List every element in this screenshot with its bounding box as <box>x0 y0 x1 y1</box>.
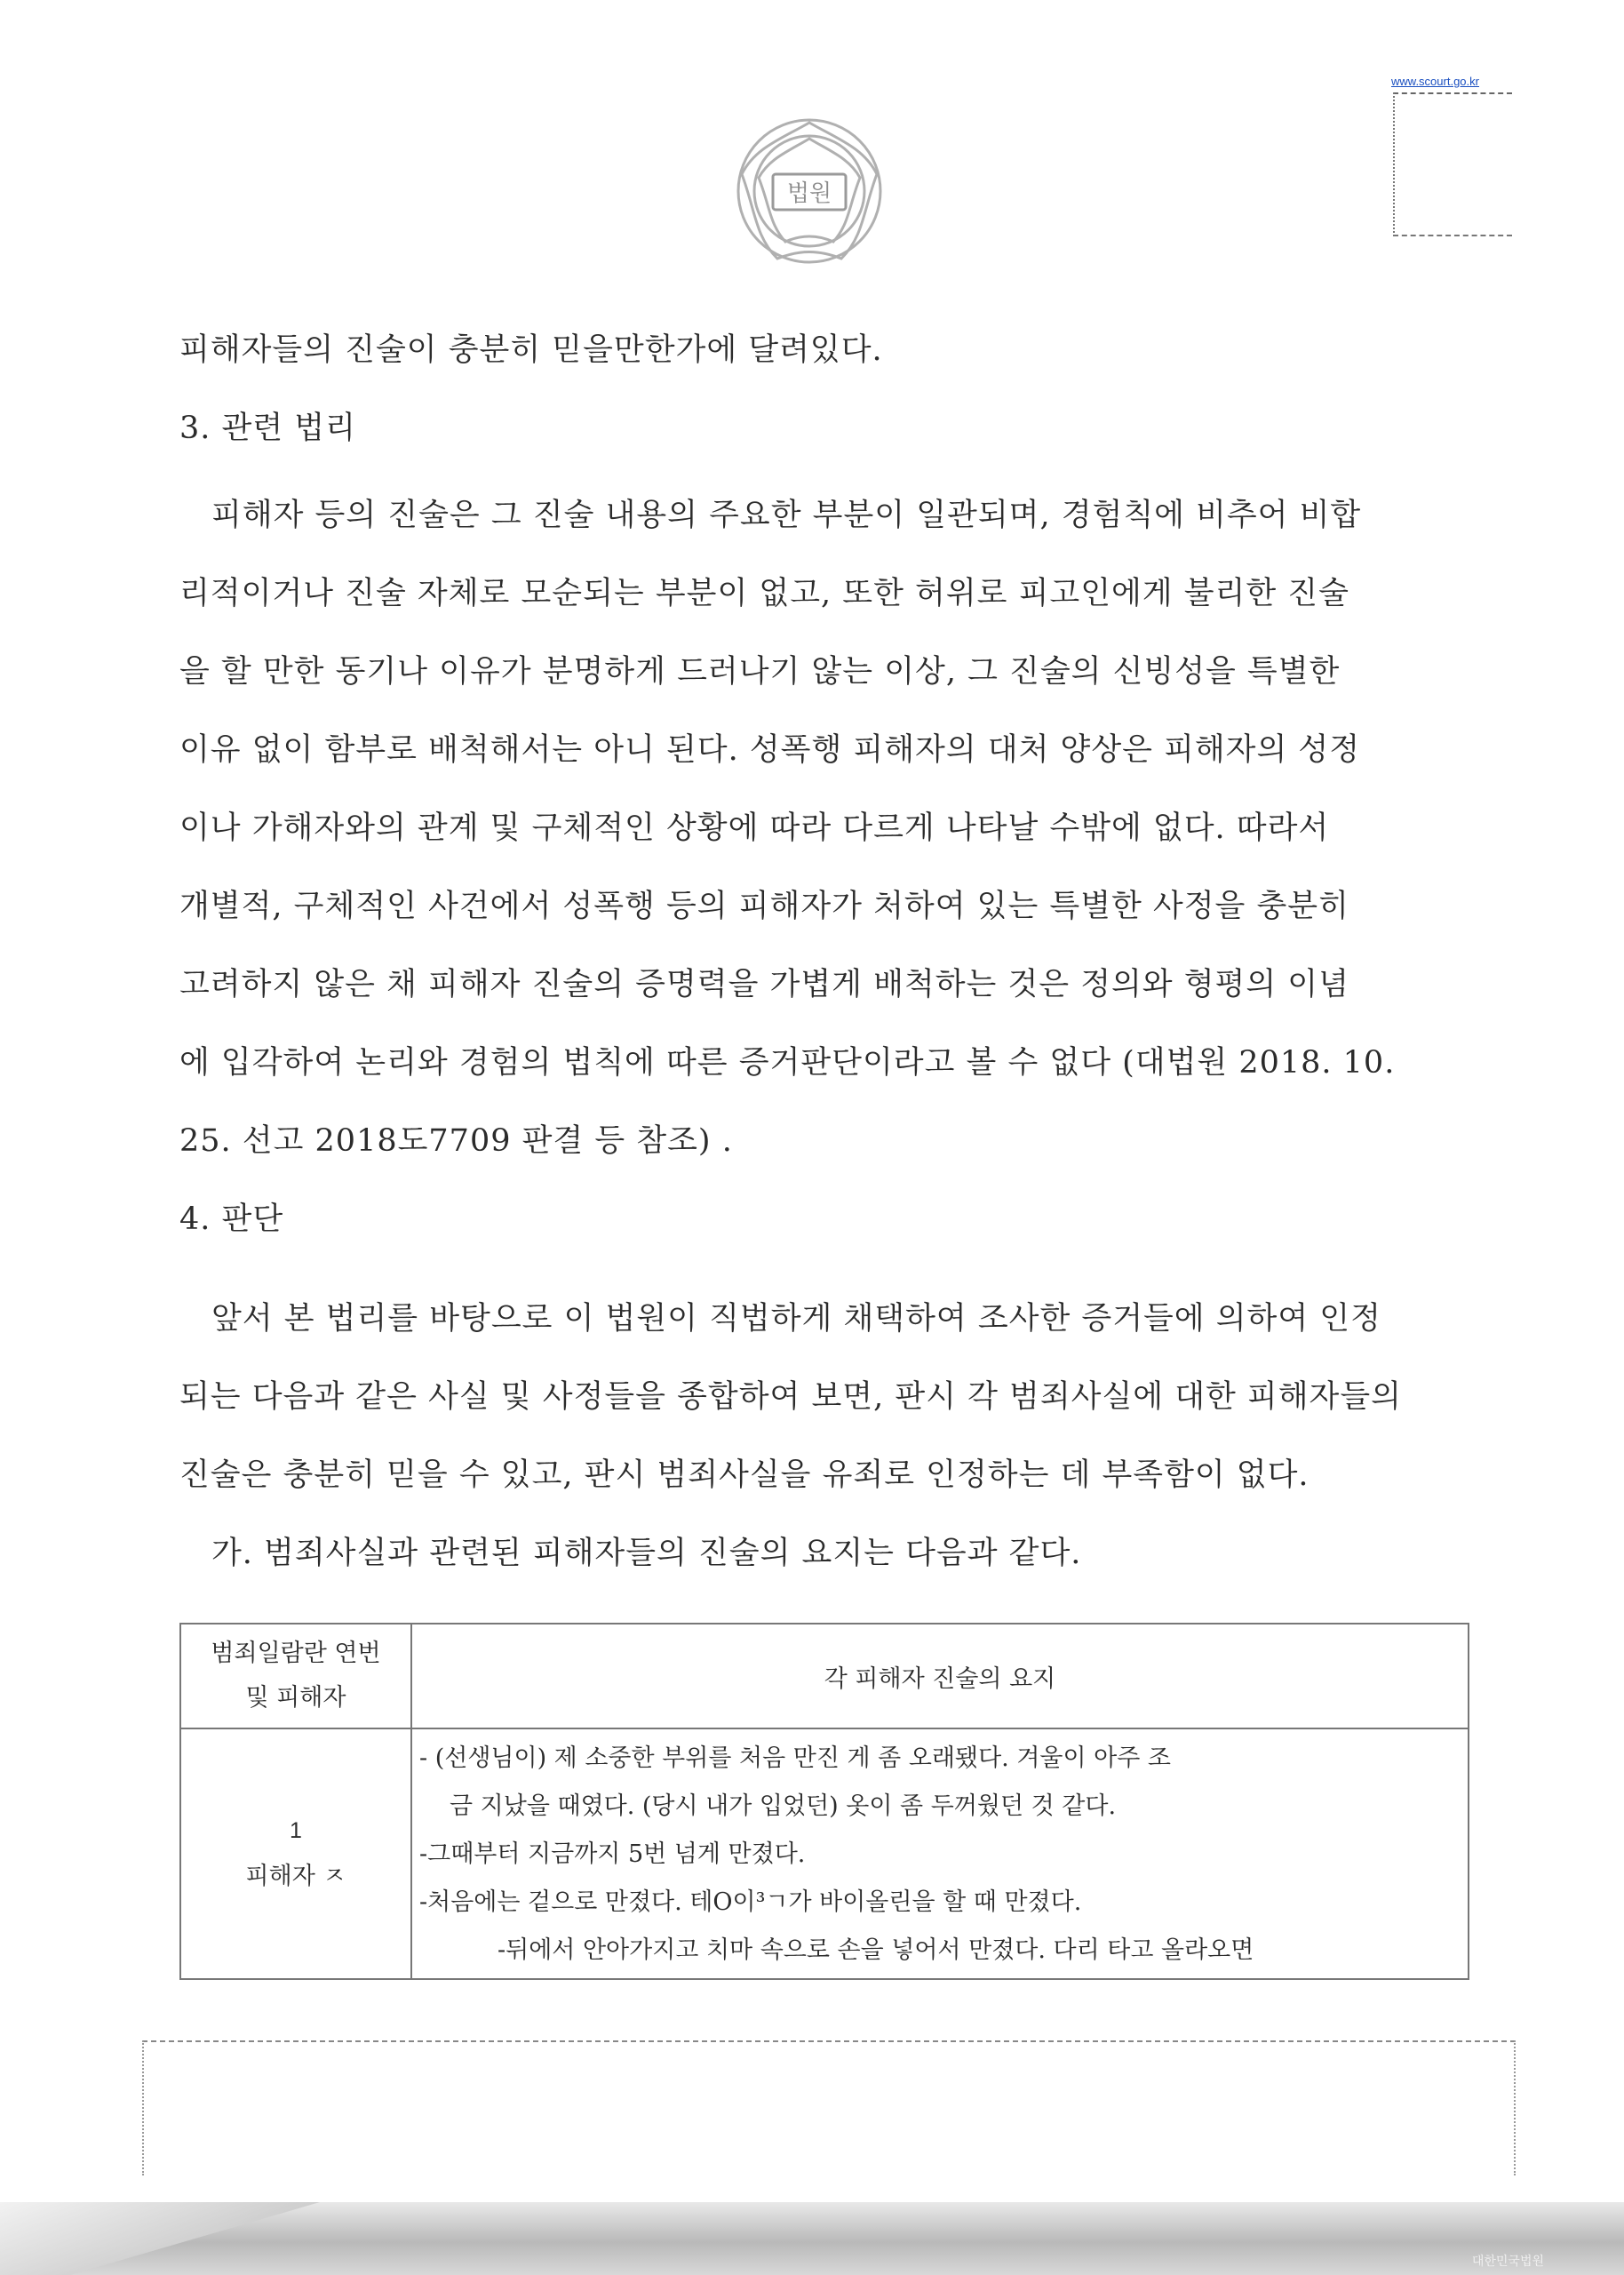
row-number: 1 <box>290 1818 302 1843</box>
victim-label: 피해자 ㅈ <box>245 1863 346 1890</box>
header-text: 및 피해자 <box>245 1684 346 1712</box>
section-heading-3: 3. 관련 법리 <box>179 411 356 446</box>
body-line: 에 입각하여 논리와 경험의 법칙에 따른 증거판단이라고 볼 수 없다 (대법원 2018. 10. <box>179 1045 1396 1081</box>
body-line: 25. 선고 2018도7709 판결 등 참조) . <box>179 1123 733 1159</box>
statement-line: -뒤에서 안아가지고 치마 속으로 손을 넣어서 만졌다. 다리 타고 올라오면 <box>498 1936 1254 1964</box>
body-line: 피해자들의 진술이 충분히 믿을만한가에 달려있다. <box>179 332 883 368</box>
court-website-url[interactable]: www.scourt.go.kr <box>1391 75 1479 88</box>
judgment-paragraph <box>179 1280 1402 1592</box>
table-header-case-number <box>181 1624 410 1728</box>
statement-line: -처음에는 겉으로 만졌다. 테O이³ㄱ가 바이올린을 할 때 만졌다. <box>419 1888 1082 1916</box>
body-line: 을 할 만한 동기나 이유가 분명하게 드러나기 않는 이상, 그 진술의 신빙성을 특별한 <box>179 654 1341 690</box>
table-row-1-statement-cell <box>414 1729 1468 1978</box>
footer-stamp-box <box>142 2040 1516 2175</box>
statement-line: -그때부터 지금까지 5번 넘게 만졌다. <box>419 1840 806 1868</box>
court-seal-text: 법원 <box>786 180 832 207</box>
header-text: 각 피해자 진술의 요지 <box>824 1664 1056 1693</box>
legal-principle-paragraph <box>179 476 1395 1258</box>
body-line: 개별적, 구체적인 사건에서 성폭행 등의 피해자가 처하여 있는 특별한 사정을 충분히 <box>179 889 1349 924</box>
body-paragraph-1 <box>179 311 883 467</box>
statement-summary-table <box>179 1623 1469 1980</box>
header-text: 범죄일람란 연번 <box>211 1640 381 1667</box>
subsection-heading-ga: 가. 범죄사실과 관련된 피해자들의 진술의 요지는 다음과 같다. <box>211 1536 1082 1571</box>
section-heading-4: 4. 판단 <box>179 1201 284 1237</box>
body-line: 이유 없이 함부로 배척해서는 아니 된다. 성폭행 피해자의 대처 양상은 피해자의 성정 <box>179 732 1361 768</box>
body-line: 리적이거나 진술 자체로 모순되는 부분이 없고, 또한 허위로 피고인에게 불리한 진술 <box>179 576 1349 611</box>
body-line: 고려하지 않은 채 피해자 진술의 증명력을 가볍게 배척하는 것은 정의와 형평의 이념 <box>179 967 1349 1002</box>
page-stamp-box <box>1393 92 1512 236</box>
table-row-1-victim-cell <box>181 1729 410 1978</box>
body-line: 피해자 등의 진술은 그 진술 내용의 주요한 부분이 일관되며, 경험칙에 비추어 비합 <box>211 498 1362 533</box>
court-seal <box>730 112 888 270</box>
footer-court-label: 대한민국법원 <box>1471 2255 1544 2269</box>
statement-line: 금 지났을 때였다. (당시 내가 입었던) 옷이 좀 두꺼웠던 것 같다. <box>450 1792 1117 1820</box>
table-header-statement-summary <box>412 1624 1468 1728</box>
body-line: 앞서 본 법리를 바탕으로 이 법원이 직법하게 채택하여 조사한 증거들에 의하여 인정 <box>211 1301 1381 1337</box>
footer-bar <box>0 2202 1624 2275</box>
footer-swoosh <box>0 2202 320 2275</box>
body-line: 되는 다음과 같은 사실 및 사정들을 종합하여 보면, 판시 각 범죄사실에 대한 피해자들의 <box>179 1379 1402 1415</box>
body-line: 이나 가해자와의 관계 및 구체적인 상황에 따라 다르게 나타날 수밖에 없다. 따라서 <box>179 810 1330 846</box>
statement-line: - (선생님이) 제 소중한 부위를 처음 만진 게 좀 오래됐다. 겨울이 아주 조 <box>419 1744 1171 1772</box>
body-line: 진술은 충분히 믿을 수 있고, 판시 범죄사실을 유죄로 인정하는 데 부족함이 없다. <box>179 1457 1310 1493</box>
